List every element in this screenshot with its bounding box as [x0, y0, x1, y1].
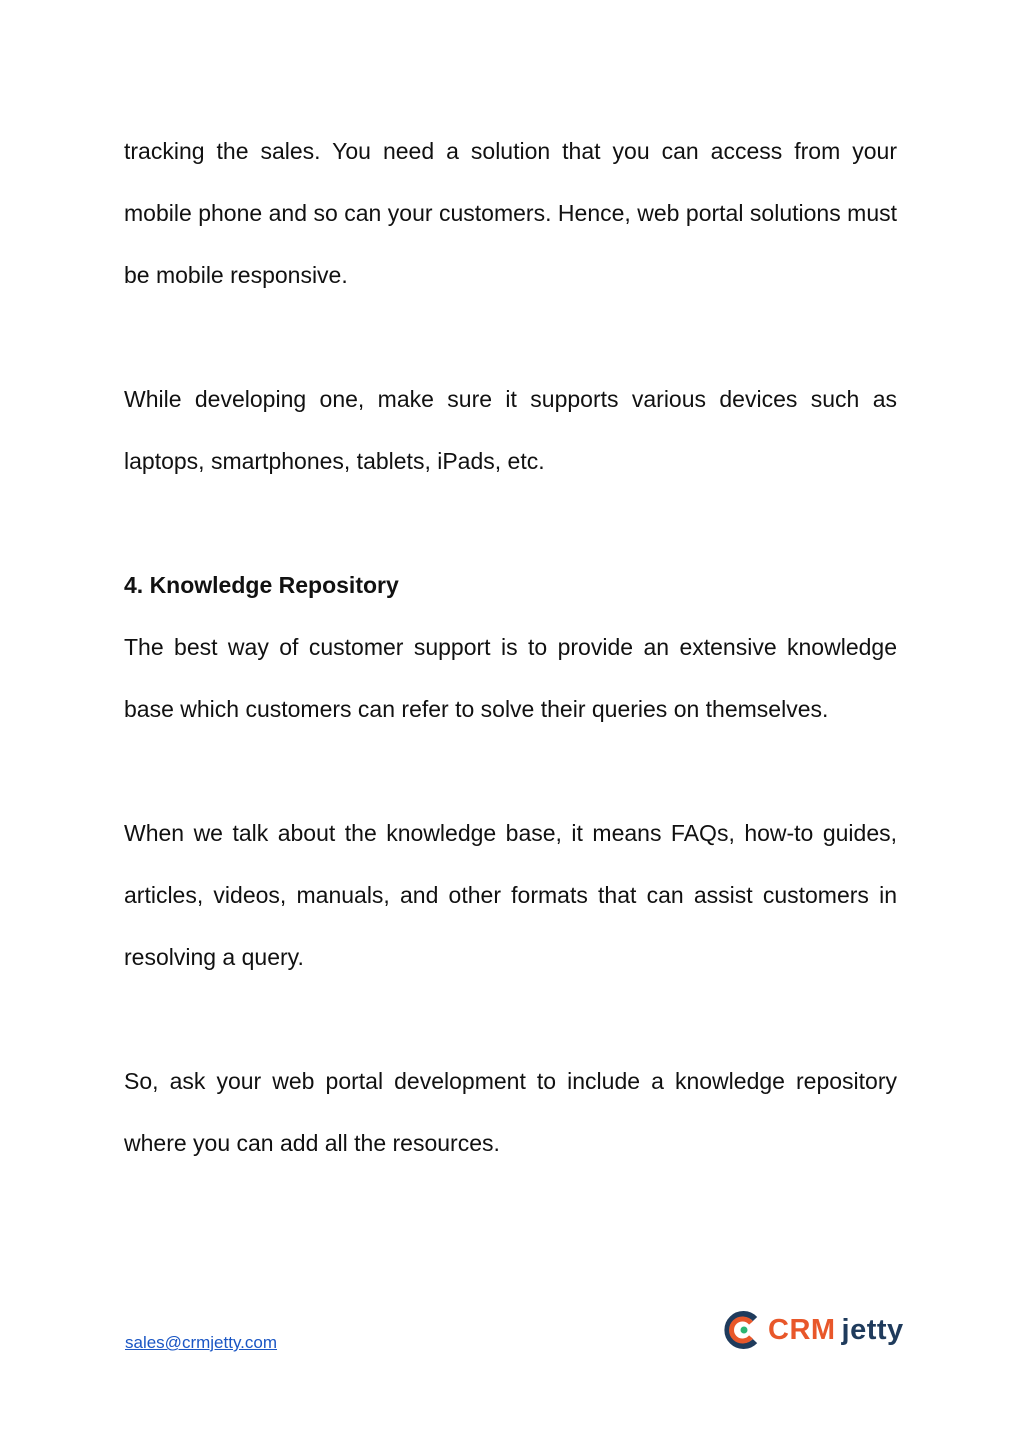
document-body	[124, 120, 897, 1174]
logo-text-jetty: jetty	[841, 1313, 904, 1346]
paragraph-spacer	[124, 740, 897, 802]
paragraph-spacer	[124, 988, 897, 1050]
logo-wordmark	[768, 1313, 904, 1346]
paragraph-repository: So, ask your web portal development to include a knowledge repository where you can add all the resources.	[124, 1068, 897, 1156]
section-heading: 4. Knowledge Repository	[124, 572, 399, 598]
paragraph-spacer	[124, 492, 897, 554]
paragraph-knowledge-formats: When we talk about the knowledge base, it means FAQs, how-to guides, articles, videos, manuals, and other formats that can assist customers in resolving a query.	[124, 820, 897, 970]
crmjetty-logo	[722, 1306, 904, 1354]
paragraph-devices: While developing one, make sure it supports various devices such as laptops, smartphones, tablets, iPads, etc.	[124, 386, 897, 474]
paragraph-knowledge-base: The best way of customer support is to provide an extensive knowledge base which customers can refer to solve their queries on themselves.	[124, 634, 897, 722]
footer-email-link[interactable]: sales@crmjetty.com	[125, 1333, 278, 1352]
crmjetty-logo-icon	[722, 1310, 762, 1350]
logo-text-crm: CRM	[768, 1313, 836, 1346]
paragraph-mobile-responsive: tracking the sales. You need a solution that you can access from your mobile phone and so can your customers. Hence, web portal solutions must be mobile responsive.	[124, 138, 897, 288]
paragraph-spacer	[124, 306, 897, 368]
